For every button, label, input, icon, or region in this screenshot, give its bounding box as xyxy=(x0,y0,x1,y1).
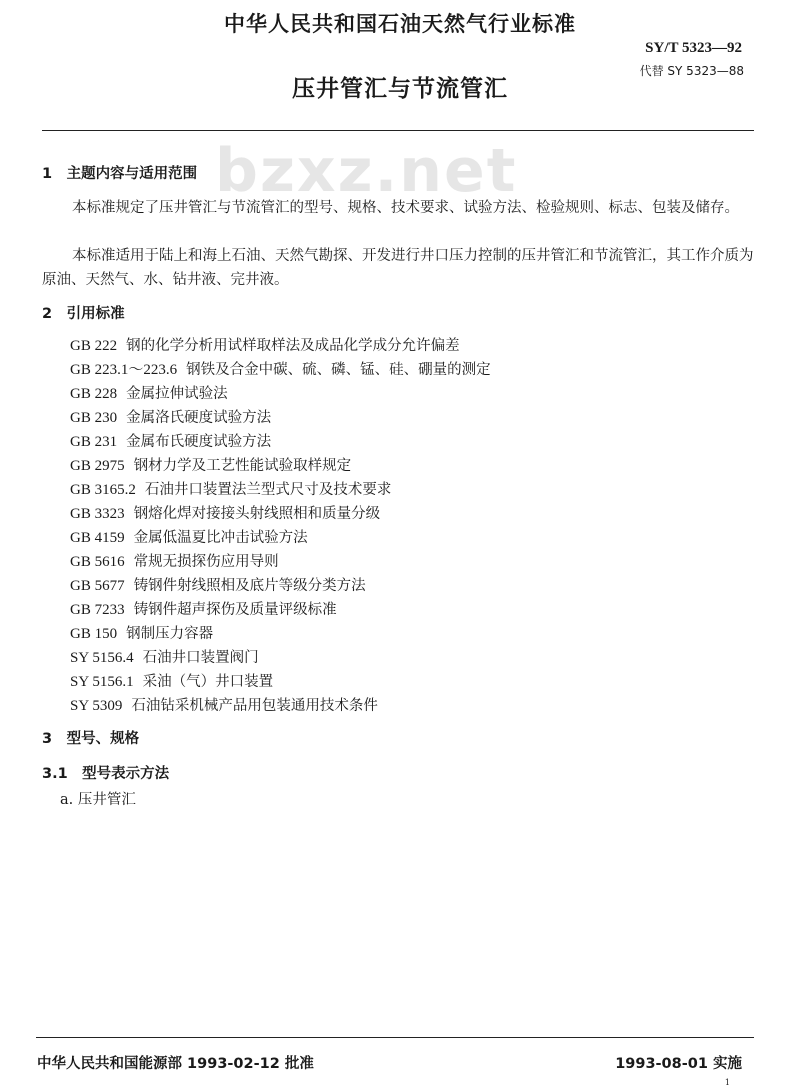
reference-item xyxy=(70,334,491,358)
reference-item xyxy=(70,622,491,646)
reference-item xyxy=(70,454,491,478)
reference-item xyxy=(70,670,491,694)
reference-title: 铸钢件射线照相及底片等级分类方法 xyxy=(133,578,366,594)
reference-code: GB 7233 xyxy=(70,602,125,618)
reference-code: GB 2975 xyxy=(70,458,125,474)
effective-date: 1993-08-01 实施 xyxy=(615,1056,742,1072)
section-3-1-heading: 3.1 型号表示方法 xyxy=(42,766,170,782)
header-rule xyxy=(42,130,754,131)
reference-item xyxy=(70,478,491,502)
reference-item xyxy=(70,382,491,406)
reference-item xyxy=(70,694,491,718)
section-1-paragraph-2: 本标准适用于陆上和海上石油、天然气勘探、开发进行井口压力控制的压井管汇和节流管汇，其工作介质为原油、天然气、水、钻井液、完井液。 xyxy=(42,248,754,288)
reference-title: 金属布氏硬度试验方法 xyxy=(126,434,272,450)
page-number: 1 xyxy=(724,1078,730,1087)
reference-item xyxy=(70,502,491,526)
reference-title: 石油钻采机械产品用包装通用技术条件 xyxy=(131,698,378,714)
replaces-note: 代替 SY 5323—88 xyxy=(639,64,744,78)
reference-code: GB 231 xyxy=(70,434,118,450)
reference-item xyxy=(70,598,491,622)
reference-code: GB 5616 xyxy=(70,554,125,570)
item-a: a. 压井管汇 xyxy=(60,792,136,808)
reference-title: 钢的化学分析用试样取样法及成品化学成分允许偏差 xyxy=(126,338,460,354)
watermark: bzxz.net xyxy=(215,136,518,206)
reference-code: GB 150 xyxy=(70,626,118,642)
reference-title: 钢铁及合金中碳、硫、磷、锰、硅、硼量的测定 xyxy=(186,362,491,378)
reference-title: 钢制压力容器 xyxy=(126,626,214,642)
reference-item xyxy=(70,646,491,670)
section-1-paragraph-1: 本标准规定了压井管汇与节流管汇的型号、规格、技术要求、试验方法、检验规则、标志、包装及储存。 xyxy=(72,200,739,216)
reference-code: GB 5677 xyxy=(70,578,125,594)
footer-rule xyxy=(36,1037,754,1038)
reference-code: GB 3323 xyxy=(70,506,125,522)
reference-code: GB 222 xyxy=(70,338,118,354)
reference-item xyxy=(70,430,491,454)
reference-code: GB 3165.2 xyxy=(70,482,136,498)
document-title: 压井管汇与节流管汇 xyxy=(292,76,508,102)
reference-code: GB 230 xyxy=(70,410,118,426)
reference-item xyxy=(70,358,491,382)
reference-code: GB 223.1～223.6 xyxy=(70,362,178,378)
agency-title: 中华人民共和国石油天然气行业标准 xyxy=(224,12,576,36)
reference-code: GB 228 xyxy=(70,386,118,402)
reference-title: 常规无损探伤应用导则 xyxy=(133,554,279,570)
reference-code: GB 4159 xyxy=(70,530,125,546)
reference-item xyxy=(70,526,491,550)
reference-title: 金属洛氏硬度试验方法 xyxy=(126,410,272,426)
reference-title: 金属低温夏比冲击试验方法 xyxy=(133,530,308,546)
reference-title: 采油（气）井口装置 xyxy=(142,674,274,690)
reference-item xyxy=(70,574,491,598)
reference-title: 石油井口装置法兰型式尺寸及技术要求 xyxy=(144,482,392,498)
reference-item xyxy=(70,550,491,574)
reference-title: 石油井口装置阀门 xyxy=(142,650,259,666)
section-2-heading: 2 引用标准 xyxy=(42,306,125,322)
approval-line: 中华人民共和国能源部 1993-02-12 批准 xyxy=(37,1056,314,1072)
reference-title: 钢材力学及工艺性能试验取样规定 xyxy=(133,458,352,474)
reference-list xyxy=(70,334,491,718)
reference-title: 钢熔化焊对接接头射线照相和质量分级 xyxy=(133,506,381,522)
reference-code: SY 5309 xyxy=(70,698,123,714)
reference-item xyxy=(70,406,491,430)
reference-title: 铸钢件超声探伤及质量评级标准 xyxy=(133,602,337,618)
reference-code: SY 5156.1 xyxy=(70,674,134,690)
section-3-heading: 3 型号、规格 xyxy=(42,731,140,747)
reference-code: SY 5156.4 xyxy=(70,650,134,666)
standard-number: SY/T 5323—92 xyxy=(645,40,742,56)
reference-title: 金属拉伸试验法 xyxy=(126,386,228,402)
section-1-heading: 1 主题内容与适用范围 xyxy=(42,166,198,182)
